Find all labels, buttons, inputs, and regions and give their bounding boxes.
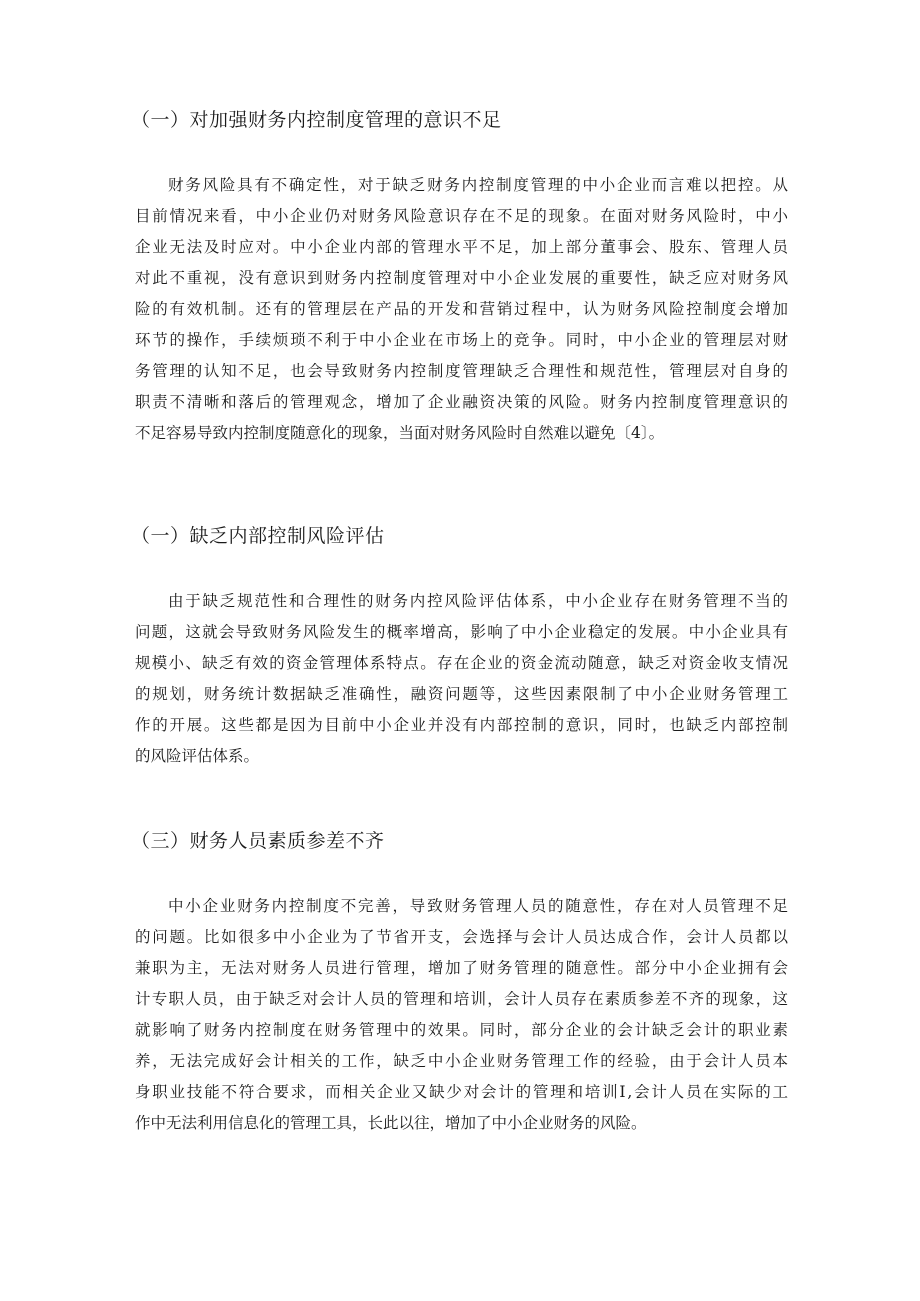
paragraph-line: 职责不清晰和落后的管理观念，增加了企业融资决策的风险。财务内控制度管理意识的 xyxy=(135,393,788,411)
paragraph-line: 作的开展。这些都是因为目前中小企业并没有内部控制的意识，同时，也缺乏内部控制 xyxy=(135,716,788,734)
paragraph-line: 就影响了财务内控制度在财务管理中的效果。同时，部分企业的会计缺乏会计的职业素 xyxy=(135,1021,788,1039)
paragraph-line: 对此不重视，没有意识到财务内控制度管理对中小企业发展的重要性，缺乏应对财务风 xyxy=(135,269,788,287)
section-paragraph-3 xyxy=(135,891,788,1139)
paragraph-line: 问题，这就会导致财务风险发生的概率增高，影响了中小企业稳定的发展。中小企业具有 xyxy=(135,623,788,641)
paragraph-line: 务管理的认知不足，也会导致财务内控制度管理缺乏合理性和规范性，管理层对自身的 xyxy=(135,362,788,380)
paragraph-line: 财务风险具有不确定性，对于缺乏财务内控制度管理的中小企业而言难以把控。从 xyxy=(168,176,788,194)
paragraph-line: 中小企业财务内控制度不完善，导致财务管理人员的随意性，存在对人员管理不足 xyxy=(168,897,788,915)
paragraph-line: 由于缺乏规范性和合理性的财务内控风险评估体系，中小企业存在财务管理不当的 xyxy=(168,592,788,610)
paragraph-line: 作中无法利用信息化的管理工具，长此以往，增加了中小企业财务的风险。 xyxy=(135,1114,647,1132)
section-heading-1: （一）对加强财务内控制度管理的意识不足 xyxy=(131,109,502,131)
section-heading-2: （一）缺乏内部控制风险评估 xyxy=(131,525,385,547)
paragraph-line: 环节的操作，手续烦琐不利于中小企业在市场上的竞争。同时，中小企业的管理层对财 xyxy=(135,331,788,349)
paragraph-line: 险的有效机制。还有的管理层在产品的开发和营销过程中，认为财务风险控制度会增加 xyxy=(135,300,788,318)
section-paragraph-2 xyxy=(135,586,788,772)
paragraph-line: 的风险评估体系。 xyxy=(135,747,260,765)
paragraph-line: 企业无法及时应对。中小企业内部的管理水平不足，加上部分董事会、股东、管理人员 xyxy=(135,238,788,256)
paragraph-line: 目前情况来看，中小企业仍对财务风险意识存在不足的现象。在面对财务风险时，中小 xyxy=(135,207,788,225)
paragraph-line: 养，无法完成好会计相关的工作，缺乏中小企业财务管理工作的经验，由于会计人员本 xyxy=(135,1052,788,1070)
paragraph-line: 不足容易导致内控制度随意化的现象，当面对财务风险时自然难以避免〔4〕。 xyxy=(135,424,665,442)
section-heading-3: （三）财务人员素质参差不齐 xyxy=(131,830,385,852)
paragraph-line: 规模小、缺乏有效的资金管理体系特点。存在企业的资金流动随意，缺乏对资金收支情况 xyxy=(135,654,788,672)
paragraph-line: 的问题。比如很多中小企业为了节省开支，会选择与会计人员达成合作，会计人员都以 xyxy=(135,928,788,946)
paragraph-line: 兼职为主，无法对财务人员进行管理，增加了财务管理的随意性。部分中小企业拥有会 xyxy=(135,959,788,977)
section-paragraph-1 xyxy=(135,170,788,449)
paragraph-line: 计专职人员，由于缺乏对会计人员的管理和培训，会计人员存在素质参差不齐的现象，这 xyxy=(135,990,788,1008)
paragraph-line: 身职业技能不符合要求，而相关企业又缺少对会计的管理和培训Ⅰ,会计人员在实际的工 xyxy=(135,1083,788,1101)
paragraph-line: 的规划，财务统计数据缺乏准确性，融资问题等，这些因素限制了中小企业财务管理工 xyxy=(135,685,788,703)
